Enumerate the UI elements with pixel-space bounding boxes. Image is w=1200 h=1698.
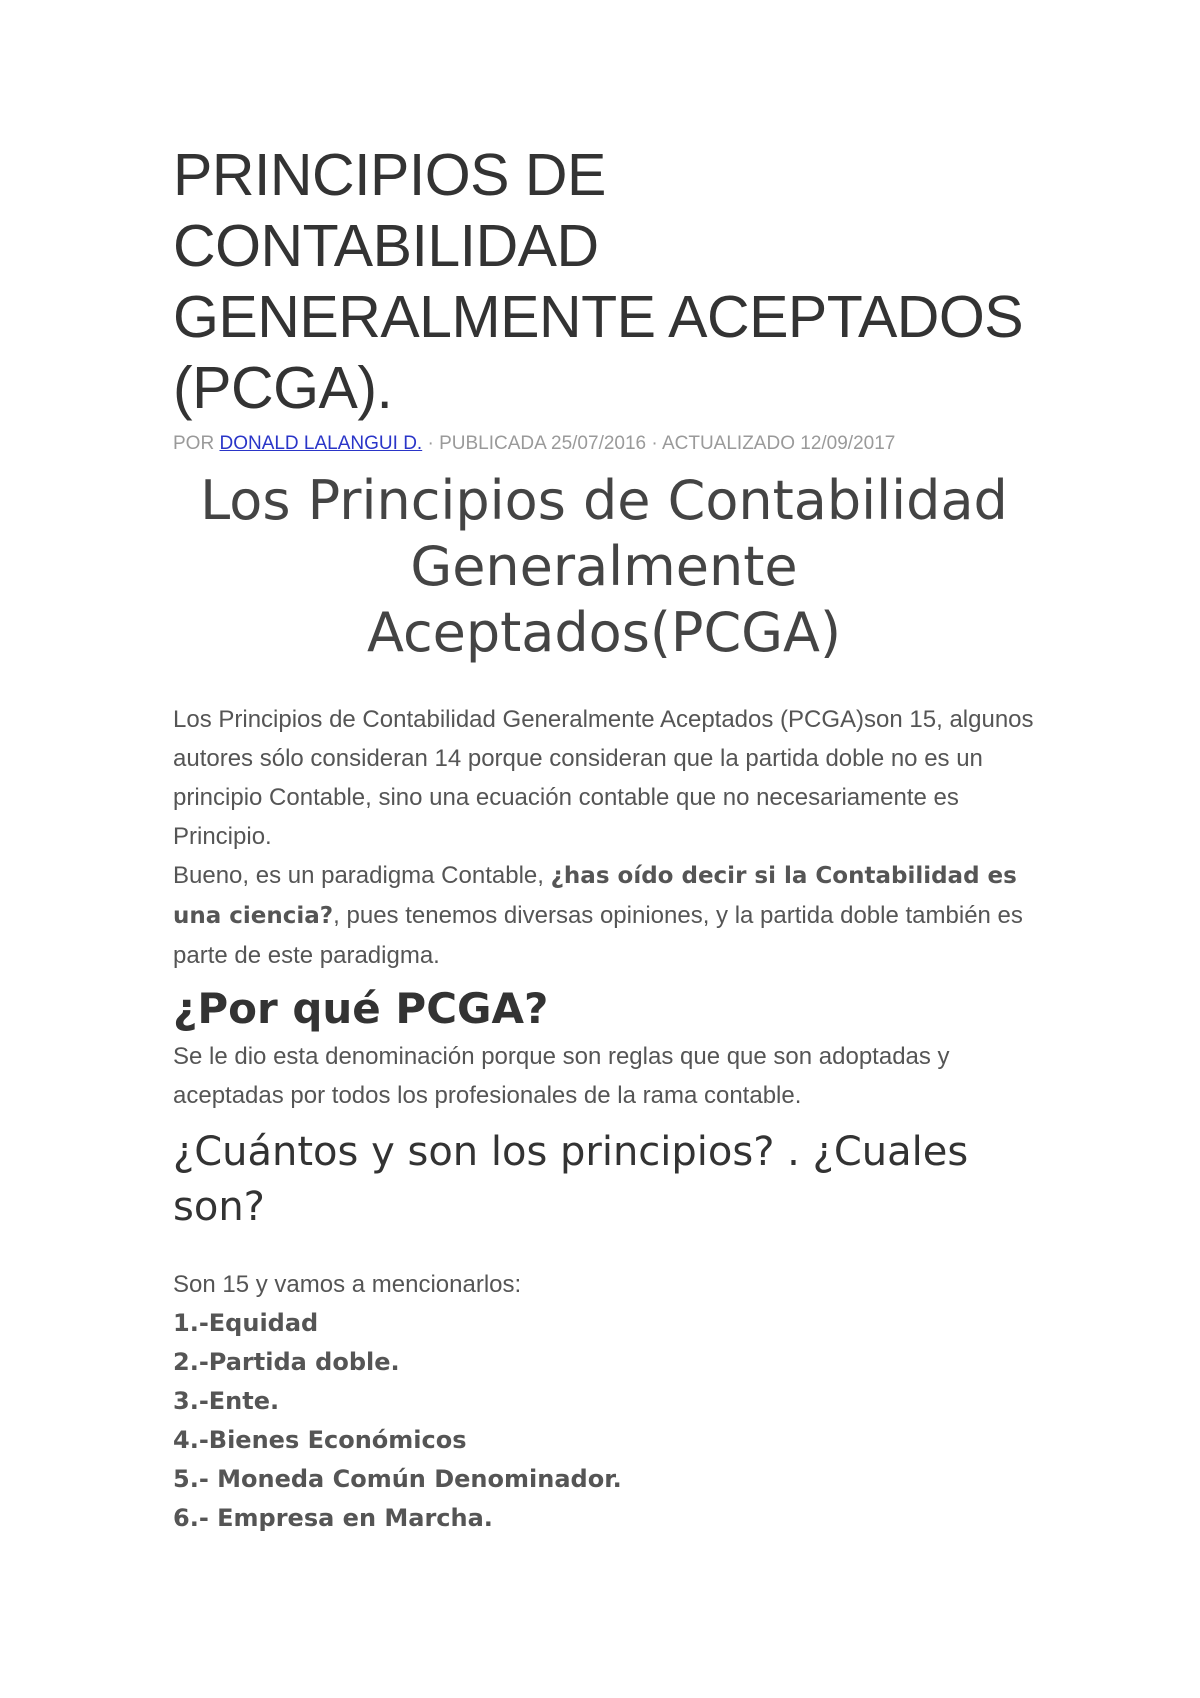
why-pcga-paragraph: Se le dio esta denominación porque son reglas que que son adoptadas y aceptadas por todos los profesionales de la rama contable.	[173, 1043, 950, 1109]
paradigm-question: ¿has oído decir si la Contabilidad es una ciencia?	[173, 863, 1017, 929]
page-title: PRINCIPIOS DE CONTABILIDAD GENERALMENTE ACEPTADOS (PCGA).	[173, 142, 1024, 421]
list-item: 1.-Equidad	[173, 1309, 319, 1337]
article-body	[173, 140, 1035, 1538]
list-item: 3.-Ente.	[173, 1387, 280, 1415]
list-item: 5.- Moneda Común Denominador.	[173, 1465, 622, 1493]
list-intro: Son 15 y vamos a mencionarlos:	[173, 1271, 522, 1298]
byline-prefix: POR	[173, 433, 215, 454]
byline	[173, 432, 1035, 456]
intro-paragraph: Los Principios de Contabilidad Generalmente Aceptados (PCGA)son 15, algunos autores sólo consideran 14 porque consideran que la partida doble no es un principio Contable, sino una ecuación contable que no necesariamente es Principio.	[173, 706, 1034, 850]
byline-dates: · PUBLICADA 25/07/2016 · ACTUALIZADO 12/09/2017	[427, 433, 896, 454]
list-item: 2.-Partida doble.	[173, 1348, 400, 1376]
paradigm-paragraph	[173, 856, 1035, 975]
principles-list	[173, 1304, 1035, 1538]
author-link[interactable]: DONALD LALANGUI D.	[219, 433, 423, 454]
article-subtitle: Los Principios de Contabilidad Generalmente Aceptados(PCGA)	[200, 469, 1008, 664]
paradigm-text-end: , pues tenemos diversas opiniones, y la partida doble también es parte de este paradigma.	[173, 902, 1023, 969]
paradigm-text-start: Bueno, es un paradigma Contable,	[173, 862, 551, 889]
list-item: 6.- Empresa en Marcha.	[173, 1504, 493, 1532]
list-item: 4.-Bienes Económicos	[173, 1426, 467, 1454]
why-pcga-heading: ¿Por qué PCGA?	[173, 984, 549, 1033]
how-many-heading: ¿Cuántos y son los principios? . ¿Cuales son?	[173, 1129, 969, 1230]
